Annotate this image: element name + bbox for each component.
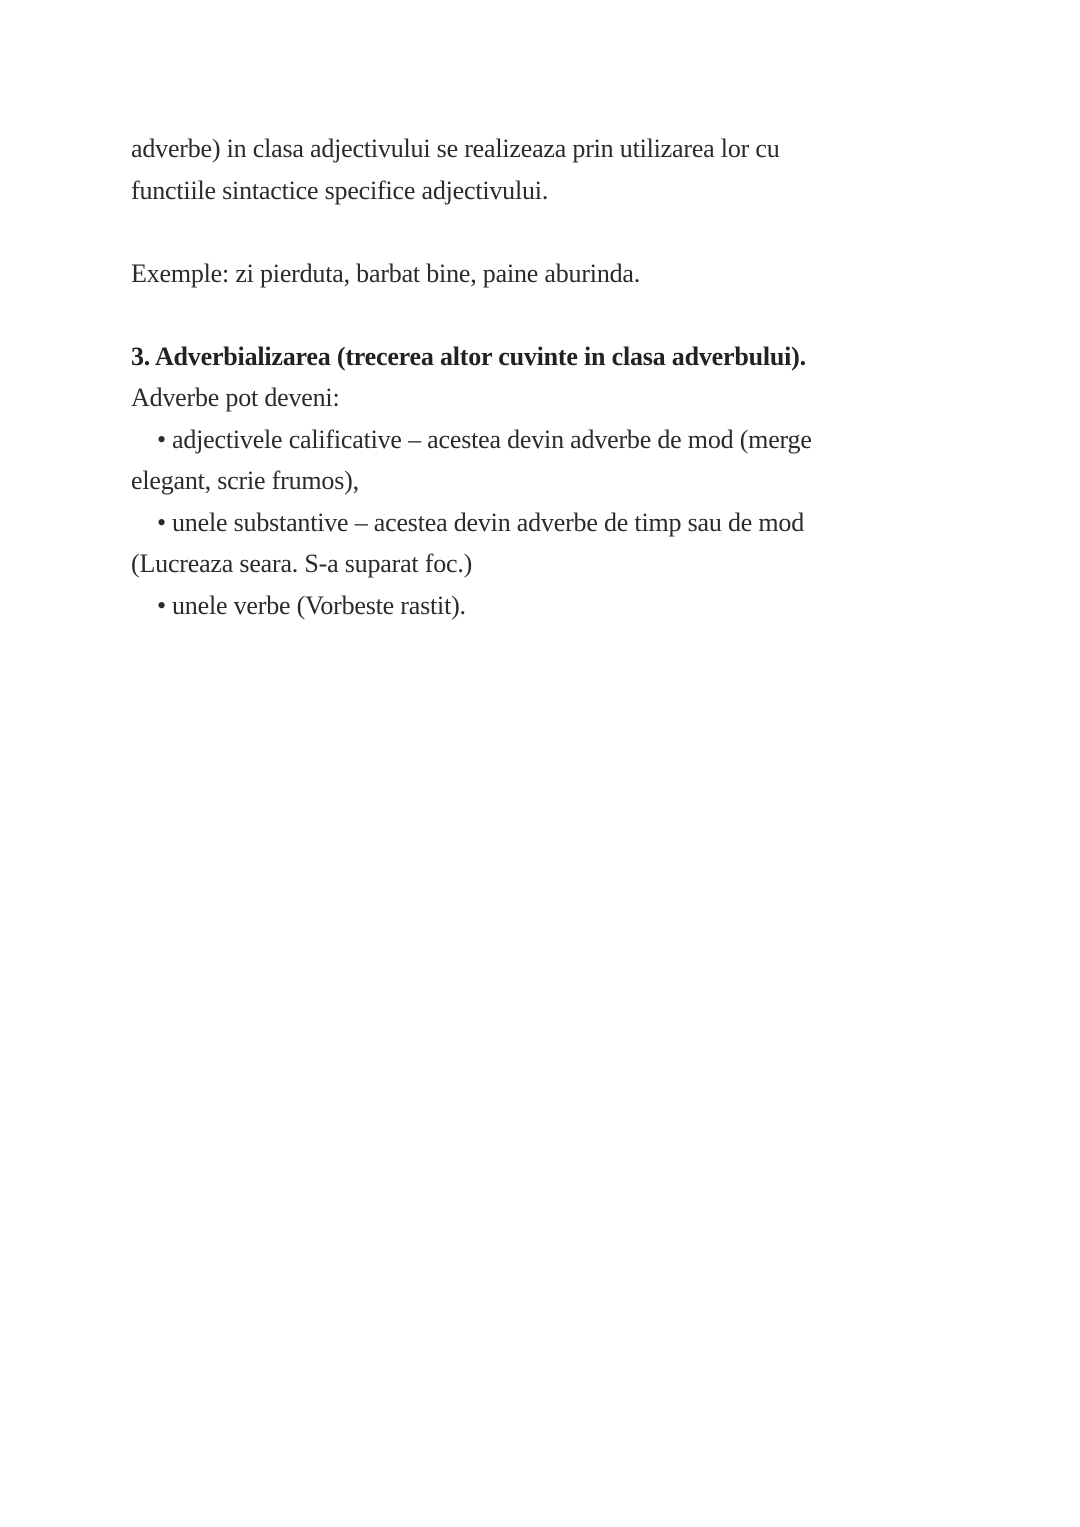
list-item bbox=[131, 502, 891, 585]
bullet-icon: • bbox=[157, 424, 166, 454]
section-intro: Adverbe pot deveni: bbox=[131, 383, 340, 412]
paragraph-spacer bbox=[131, 294, 891, 336]
text-line: functiile sintactice specifice adjectivului. bbox=[131, 175, 549, 205]
bullet-list bbox=[131, 419, 891, 627]
section-adverbialization bbox=[131, 336, 891, 627]
list-item-text: adjectivele calificative – acestea devin adverbe de mod (merge bbox=[172, 424, 812, 454]
list-item-continuation: elegant, scrie frumos), bbox=[131, 466, 359, 495]
list-item bbox=[131, 419, 891, 502]
bullet-icon: • bbox=[157, 590, 166, 620]
bullet-icon: • bbox=[157, 507, 166, 537]
list-item-continuation: (Lucreaza seara. S-a suparat foc.) bbox=[131, 549, 473, 578]
list-item bbox=[131, 585, 891, 627]
document-page bbox=[131, 128, 891, 626]
paragraph-adjectivization-end bbox=[131, 128, 891, 211]
examples-line: Exemple: zi pierduta, barbat bine, paine aburinda. bbox=[131, 258, 641, 288]
list-item-text: unele substantive – acestea devin adverbe de timp sau de mod bbox=[172, 507, 805, 537]
paragraph-spacer bbox=[131, 211, 891, 253]
text-line: adverbe) in clasa adjectivului se realizeaza prin utilizarea lor cu bbox=[131, 134, 780, 163]
section-heading: 3. Adverbializarea (trecerea altor cuvinte in clasa adverbului). bbox=[131, 341, 806, 371]
list-item-text: unele verbe (Vorbeste rastit). bbox=[172, 590, 466, 620]
